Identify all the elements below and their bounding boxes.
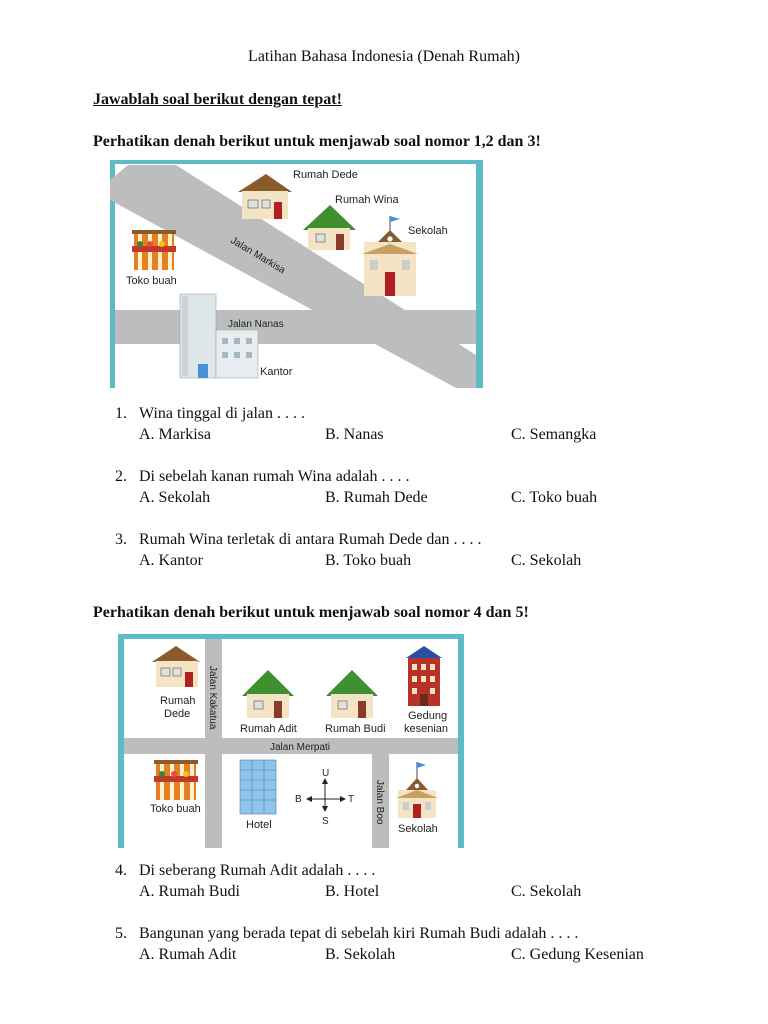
compass-s: S: [322, 816, 329, 827]
gedung-kesenian-icon: [406, 646, 442, 706]
q3-option-c: C. Sekolah: [511, 552, 582, 569]
map-1: [110, 160, 483, 388]
rumah-wina-label: Rumah Wina: [335, 194, 399, 206]
q2-option-c: C. Toko buah: [511, 489, 598, 506]
jalan-kakatua-label: Jalan Kakatua: [207, 666, 218, 730]
rumah-adit-label: Rumah Adit: [240, 723, 297, 735]
section2-heading: Perhatikan denah berikut untuk menjawab soal nomor 4 dan 5!: [93, 604, 529, 621]
q5-text: Bangunan yang berada tepat di sebelah kiri Rumah Budi adalah . . . .: [139, 925, 579, 942]
section1-heading: Perhatikan denah berikut untuk menjawab soal nomor 1,2 dan 3!: [93, 133, 541, 150]
q1-option-c: C. Semangka: [511, 426, 597, 443]
toko-buah-icon-1: [132, 230, 176, 270]
rumah-dede-label-2b: Dede: [164, 708, 191, 720]
q4-option-b: B. Hotel: [325, 883, 380, 900]
compass-u: U: [322, 768, 330, 779]
q2-number: 2.: [115, 468, 127, 485]
toko-buah-label-1: Toko buah: [126, 275, 177, 287]
q3-option-b: B. Toko buah: [325, 552, 412, 569]
hotel-label: Hotel: [246, 819, 272, 831]
compass-b: B: [295, 794, 302, 805]
kantor-label: Kantor: [260, 366, 293, 378]
compass-t: T: [348, 794, 355, 805]
q1-text: Wina tinggal di jalan . . . .: [139, 405, 305, 422]
gedung-kesenian-label-a: Gedung: [408, 710, 448, 722]
instruction: Jawablah soal berikut dengan tepat!: [93, 91, 342, 108]
hotel-icon: [240, 760, 276, 814]
jalan-boo-label: Jalan Boo: [374, 780, 385, 825]
q4-text: Di seberang Rumah Adit adalah . . . .: [139, 862, 376, 879]
q4-option-a: A. Rumah Budi: [139, 883, 240, 900]
rumah-dede-label-2a: Rumah: [160, 695, 196, 707]
q5-number: 5.: [115, 925, 127, 942]
q3-number: 3.: [115, 531, 127, 548]
sekolah-label-1: Sekolah: [408, 225, 448, 237]
q2-option-b: B. Rumah Dede: [325, 489, 428, 506]
q5-option-c: C. Gedung Kesenian: [511, 946, 644, 963]
q2-option-a: A. Sekolah: [139, 489, 211, 506]
jalan-nanas-label: Jalan Nanas: [228, 319, 284, 330]
q5-option-b: B. Sekolah: [325, 946, 396, 963]
jalan-markisa-label: Jalan Markisa: [228, 235, 288, 277]
q1-option-b: B. Nanas: [325, 426, 384, 443]
sekolah-label-2: Sekolah: [398, 823, 438, 835]
q1-number: 1.: [115, 405, 127, 422]
rumah-dede-label: Rumah Dede: [293, 169, 358, 181]
q1-option-a: A. Markisa: [139, 426, 211, 443]
toko-buah-icon-2: [154, 760, 198, 800]
gedung-kesenian-label-b: kesenian: [404, 723, 449, 735]
q4-option-c: C. Sekolah: [511, 883, 582, 900]
rumah-budi-label: Rumah Budi: [325, 723, 386, 735]
page-title: Latihan Bahasa Indonesia (Denah Rumah): [248, 48, 520, 65]
toko-buah-label-2: Toko buah: [150, 803, 201, 815]
jalan-merpati-label: Jalan Merpati: [270, 742, 331, 753]
q5-option-a: A. Rumah Adit: [139, 946, 237, 963]
q2-text: Di sebelah kanan rumah Wina adalah . . . .: [139, 468, 410, 485]
map-2: [118, 634, 464, 848]
q4-number: 4.: [115, 862, 127, 879]
q3-option-a: A. Kantor: [139, 552, 203, 569]
q3-text: Rumah Wina terletak di antara Rumah Dede dan . . . .: [139, 531, 482, 548]
